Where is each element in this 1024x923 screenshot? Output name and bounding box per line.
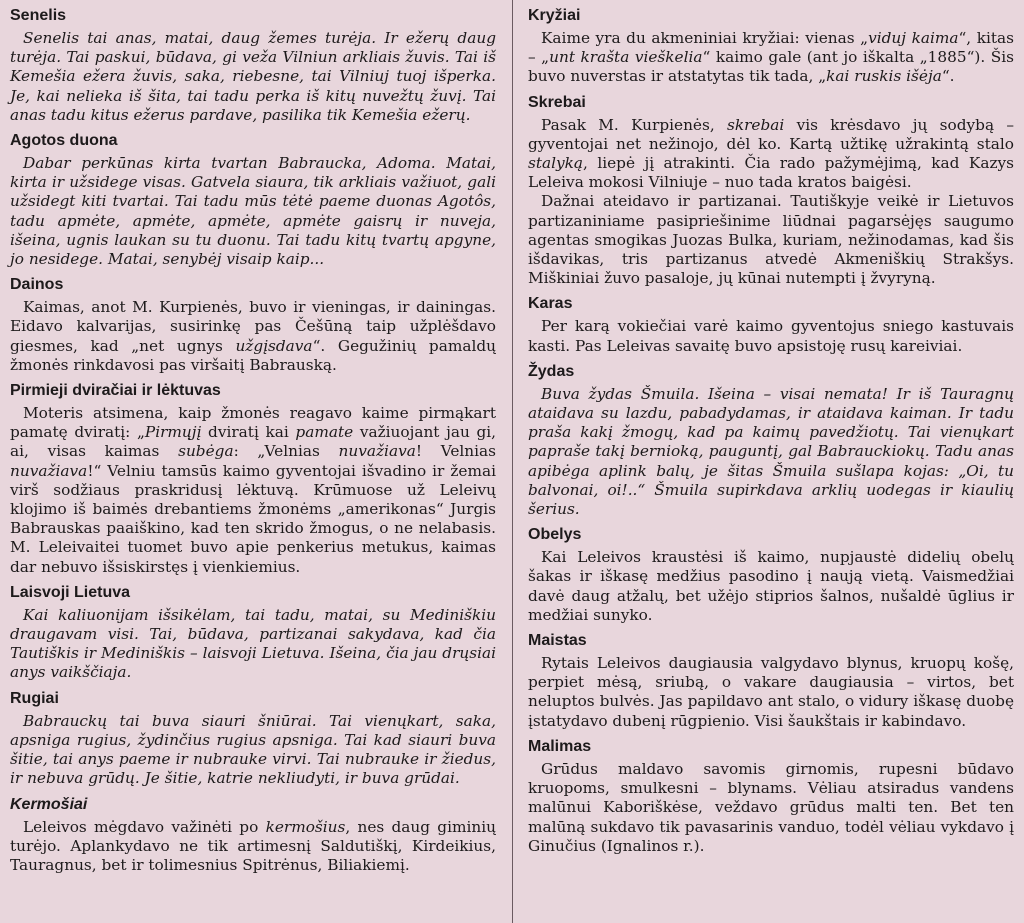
section-paragraph — [528, 192, 1014, 288]
section-heading: Senelis — [10, 7, 67, 24]
section-paragraph — [10, 404, 496, 577]
text-run: Kaimas, anot M. Kurpienės, buvo ir vieningas, ir dainingas. Eidavo kalvarijas, susirinkę pas Češūną taip užplėšdavo giesmes, kad „net ugnys — [10, 298, 496, 355]
section-paragraph — [10, 818, 496, 876]
text-run: Grūdus maldavo savomis girnomis, rupesni būdavo kruopoms, smulkesni – blynams. Vėliau atsiradus vandens malūnui Kaboriškėse, veždavo grūdus malti ten. Bet ten malūną sukdavo tik pavasarinis vanduo, todėl vėliau vykdavo į Ginučius (Ignalinos r.). — [528, 759, 1014, 855]
right-column — [512, 0, 1024, 923]
emphasis-text: užgįsdava — [235, 336, 313, 355]
section-paragraph — [10, 298, 496, 375]
section-heading: Obelys — [528, 526, 582, 544]
section-zydas — [528, 362, 1014, 519]
emphasis-text: stalyką — [528, 154, 584, 173]
section-heading: Agotos duona — [10, 132, 118, 150]
section-heading: Malimas — [528, 737, 592, 755]
text-run: “. — [941, 67, 955, 86]
text-run: , liepė jį atrakinti. Čia rado pažymėjimą, kad Kazys Leleiva mokosi Vilniuje – nuo tada kratos baigėsi. — [528, 154, 1014, 192]
emphasis-text: subėga — [178, 442, 234, 461]
section-rugiai — [10, 689, 496, 789]
emphasis-text: nuvažiava — [338, 442, 416, 461]
text-run: Babrauckų tai buva siauri šniūrai. Tai vienųkart, saka, apsniga rugius, žydinčius rugius apsniga. Tai kad siauri buva šitie, tai anys paeme ir nubrauke virvi. Tai nubrauke ir žiedus, ir nebuva grūdų. Je šitie, katrie nekliudyti, ir buva grūdai. — [10, 711, 496, 788]
section-karas — [528, 294, 1014, 355]
text-run: “, kitas – „ — [528, 29, 1014, 67]
section-heading: Kermošiai — [10, 795, 88, 813]
section-maistas — [528, 631, 1014, 731]
section-paragraph — [528, 29, 1014, 87]
emphasis-text: nuvažiava — [10, 461, 88, 480]
text-run: “ kaimo gale (ant jo iškalta „1885“). Šis buvo nuverstas ir atstatytas tik tada, „ — [528, 48, 1014, 86]
text-run: Kai kaliuonijam išsikėlam, tai tadu, matai, su Mediniškiu draugavam visi. Tai, būdava, partizanai sakydava, kad čia Tautiškis ir Mediniškis – laisvoji Lietuva. Išeina, čia jau drųsiai anys vaikščiaja. — [10, 605, 496, 682]
text-run: Kai Leleivos kraustėsi iš kaimo, nupjaustė didelių obelų šakas ir iškasę medžius pasodino į naują vietą. Vaismedžiai davė daug atžalų, bet užėjo stiprios šalnos, nušaldė ūglius ir medžiai sunyko. — [528, 548, 1014, 624]
text-run: Dažnai ateidavo ir partizanai. Tautiškyje veikė ir Lietuvos partizaniniame pasipriešinime liūdnai pagarsėjęs saugumo agentas smogikas Juozas Bulka, kuriam, nežinodamas, kad šis išdavikas, tris partizanus atvedė Akmeniškių Strakšys. Miškiniai žuvo pasaloje, jų kūnai nutempti į žvyryną. — [528, 192, 1014, 288]
section-pirmieji-dviraciai-ir-lektuvas — [10, 381, 496, 577]
text-run: Leleivos mėgdavo važinėti po — [23, 817, 266, 836]
section-heading: Žydas — [528, 362, 575, 380]
text-run: , nes daug giminių turėjo. Aplankydavo ne tik artimesnį Saldutiškį, Kirdeikius, Tauragnus, bet ir tolimesnius Spitrėnus, Biliakiemį. — [10, 817, 496, 874]
section-heading: Rugiai — [10, 689, 59, 707]
text-run: Buva žydas Šmuila. Išeina – visai nemata! Ir iš Tauragnų ataidava su lazdu, pabadydamas, ir ataidava kaiman. Ir tadu praša kakį žmogų, kad pa kaimų pavedžiotų. Tai vienųkart papraše takį bernioką, pauguntį, gal Babrauckiokų. Tadu anas apibėga aplink balų, je šitas Šmuila sušlapa kojas: „Oi, tu balvonai, oi!..“ Šmuila supirkdava arklių uodegas ir kiaulių šerius. — [528, 384, 1014, 519]
emphasis-text: pamate — [295, 423, 354, 442]
emphasis-text: viduj kaima — [868, 29, 959, 47]
section-heading: Karas — [528, 295, 573, 313]
text-run: Dabar perkūnas kirta tvartan Babraucka, Adoma. Matai, kirta ir užsidege visas. Gatvela siaura, tik arkliais važiuot, gali užsidegt kiti tvartai. Tai tadu mūs tėtė paeme duonas Agotôs, tadu apmėte, apmėte, apmėte, apmėte gaisrų ir nuveja, išeina, ugnis laukan su tu duonu. Tai tadu kitų tvartų apgyne, jo nesidege. Matai, senybėj visaip kaip... — [10, 154, 496, 269]
text-run: vis krėsdavo jų sodybą – gyventojai net nežinojo, dėl ko. Kartą užtikę užrakintą stalo — [528, 115, 1015, 153]
text-run: ! Velnias — [415, 442, 496, 461]
section-laisvoji-lietuva — [10, 583, 496, 683]
text-run: !“ Velniu tamsūs kaimo gyventojai išvadino ir žemai virš sodžiaus praskridusį lėktuvą. Krūmuose už Leleivų klojimo iš baimės drebantiems žmonėms „amerikonas“ Jurgis Babrauskas paaiškino, kad ten skrido žmogus, o ne nelabasis. M. Leleivaitei tuomet buvo apie penkerius metukus, kaimas dar nebuvo išsiskirstęs į vienkiemius. — [10, 461, 496, 576]
emphasis-text: kai ruskis išėja — [826, 67, 942, 86]
text-run: Kaime yra du akmeniniai kryžiai: vienas „ — [541, 29, 869, 47]
section-heading: Pirmieji dviračiai ir lėktuvas — [10, 382, 221, 400]
text-run: Senelis tai anas, matai, daug žemes turėja. Ir ežerų daug turėja. Tai paskui, būdava, gi veža Vilniun arkliais žuvis. Tai iš Kemešia ežera žuvis, saka, riebesne, tai Vilniuj tuoj išperka. Je, kai nelieka iš šita, tai tadu perka iš kitų nuvežtų žuvį. Tai anas tadu kitus ežerus pardave, pasilika tik Kemešia ežerų. — [10, 29, 496, 124]
text-run: : „Velnias — [233, 442, 339, 461]
section-paragraph — [10, 606, 496, 683]
section-dainos — [10, 275, 496, 375]
section-paragraph — [528, 317, 1014, 355]
section-heading: Skrebai — [528, 93, 586, 111]
section-malimas — [528, 737, 1014, 856]
emphasis-text: unt krašta vieškelia — [549, 48, 703, 67]
section-paragraph — [528, 385, 1014, 519]
text-run: Per karą vokiečiai varė kaimo gyventojus sniego kastuvais kasti. Pas Leleivas savaitę buvo apsistoję rusų kareiviai. — [528, 317, 1014, 355]
text-run: “. Gegužinių pamaldų žmonės rinkdavosi pas viršaitį Babrauską. — [10, 336, 496, 374]
section-paragraph — [10, 29, 496, 125]
section-senelis — [10, 6, 496, 125]
section-paragraph — [528, 654, 1014, 731]
section-kermosiai — [10, 795, 496, 876]
text-run: važiuojant jau gi, ai, visas kaimas — [10, 423, 496, 461]
emphasis-text: kermošius — [265, 817, 346, 836]
section-heading: Maistas — [528, 632, 587, 650]
section-obelys — [528, 525, 1014, 625]
section-paragraph — [528, 548, 1014, 625]
section-heading: Dainos — [10, 276, 64, 294]
section-kryziai — [528, 6, 1014, 87]
emphasis-text: skrebai — [726, 115, 785, 134]
section-paragraph — [528, 116, 1014, 193]
section-heading: Kryžiai — [528, 7, 581, 24]
text-run: Moteris atsimena, kaip žmonės reagavo kaime pirmąkart pamatę dviratį: „ — [10, 404, 496, 442]
section-paragraph — [528, 760, 1014, 856]
text-run: Rytais Leleivos daugiausia valgydavo blynus, kruopų košę, perpiet mėsą, sriubą, o vakare daugiausia – virtos, bet neluptos bulvės. Jas papildavo ant stalo, o vidury iškasę duobę įstatydavo dubenį rūgpienio. Visi šaukštais ir kabindavo. — [528, 654, 1014, 730]
section-agotos-duona — [10, 131, 496, 269]
emphasis-text: Pirmųjį — [144, 423, 202, 442]
text-run: Pasak M. Kurpienės, — [541, 115, 727, 134]
section-heading: Laisvoji Lietuva — [10, 583, 131, 601]
section-paragraph — [10, 154, 496, 269]
section-paragraph — [10, 712, 496, 789]
section-skrebai — [528, 93, 1014, 289]
text-run: dviratį kai — [201, 423, 296, 442]
